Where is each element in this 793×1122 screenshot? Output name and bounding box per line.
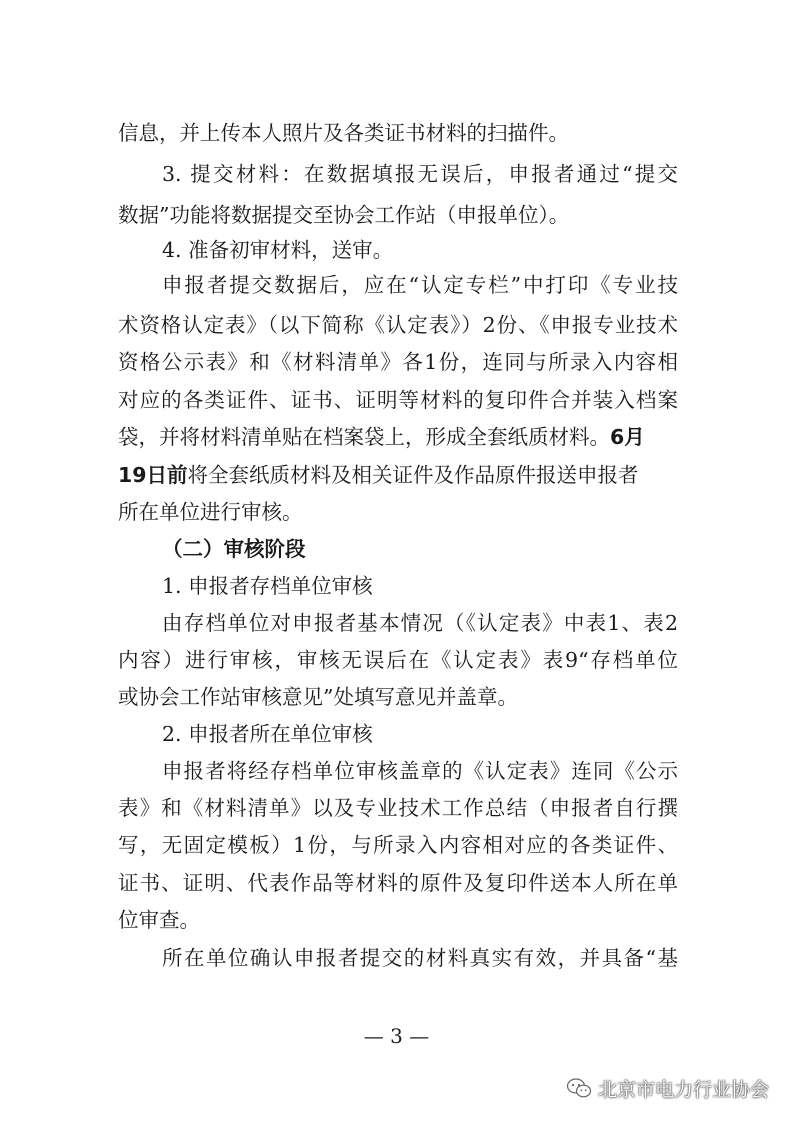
deadline-emphasis: 19日前 xyxy=(118,463,188,487)
page-number: — 3 — xyxy=(363,1024,430,1048)
body-line xyxy=(118,420,678,454)
line-text: 将全套纸质材料及相关证件及作品原件报送申报者 xyxy=(187,463,639,487)
wechat-icon xyxy=(566,1077,592,1099)
list-item: 4. 准备初审材料，送审。 xyxy=(162,238,394,262)
watermark-text: 北京市电力行业协会 xyxy=(597,1078,769,1101)
body-line: 资格公示表》和《材料清单》各1份，连同与所录入内容相 xyxy=(118,350,678,374)
body-line: 内容）进行审核，审核无误后在《认定表》表9“存档单位 xyxy=(118,648,678,672)
body-line: 所在单位进行审核。 xyxy=(118,500,303,524)
body-line: 所在单位确认申报者提交的材料真实有效，并具备“基 xyxy=(162,946,678,970)
body-line: 位审查。 xyxy=(118,908,200,932)
body-line: 或协会工作站审核意见”处填写意见并盖章。 xyxy=(118,685,518,709)
body-line: 信息，并上传本人照片及各类证书材料的扫描件。 xyxy=(118,121,569,145)
list-item: 1. 申报者存档单位审核 xyxy=(162,574,373,598)
body-line xyxy=(118,458,678,492)
deadline-emphasis: 6月 xyxy=(610,425,645,449)
body-line: 申报者将经存档单位审核盖章的《认定表》连同《公示 xyxy=(162,759,678,783)
body-line: 对应的各类证件、证书、证明等材料的复印件合并装入档案 xyxy=(118,388,678,412)
body-line: 术资格认定表》（以下简称《认定表》）2份、《申报专业技术 xyxy=(118,313,678,337)
section-heading: （二）审核阶段 xyxy=(162,537,306,561)
body-line: 证书、证明、代表作品等材料的原件及复印件送本人所在单 xyxy=(118,871,678,895)
line-text: 袋，并将材料清单贴在档案袋上，形成全套纸质材料。 xyxy=(118,425,610,449)
watermark xyxy=(566,1074,769,1102)
body-line: 由存档单位对申报者基本情况（《认定表》中表1、表2 xyxy=(162,611,678,635)
body-line: 申报者提交数据后，应在“认定专栏”中打印《专业技 xyxy=(162,273,678,297)
body-line: 写，无固定模板）1份，与所录入内容相对应的各类证件、 xyxy=(118,833,678,857)
body-line: 表》和《材料清单》以及专业技术工作总结（申报者自行撰 xyxy=(118,796,678,820)
body-line: 3. 提交材料：在数据填报无误后，申报者通过“提交 xyxy=(162,162,678,186)
body-line: 数据”功能将数据提交至协会工作站（申报单位）。 xyxy=(118,203,570,227)
list-item: 2. 申报者所在单位审核 xyxy=(162,722,373,746)
